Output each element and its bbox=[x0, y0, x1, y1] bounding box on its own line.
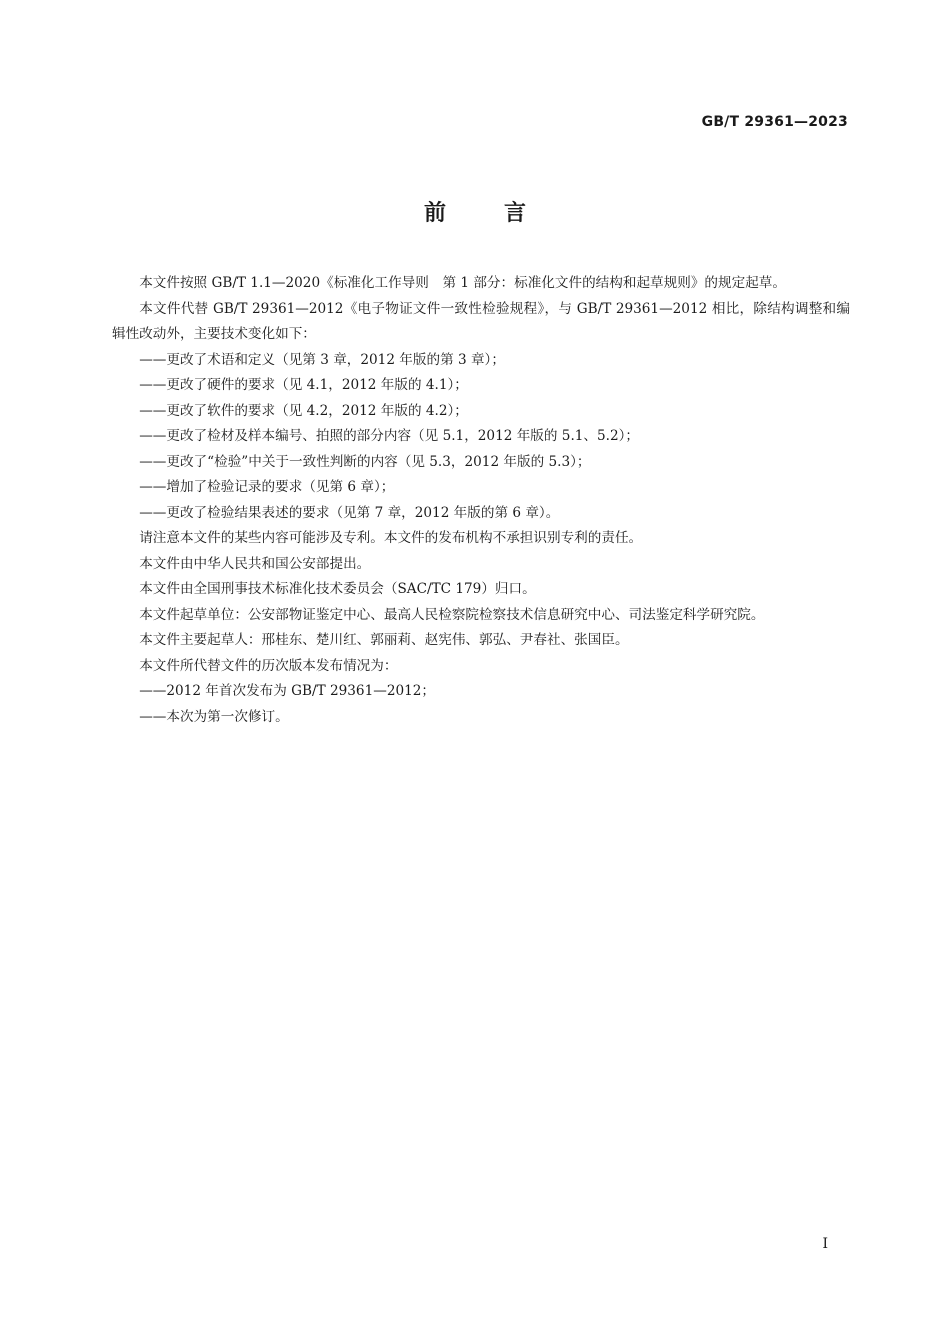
title-char-1: 前 bbox=[423, 201, 446, 226]
change-item: ——更改了“检验”中关于一致性判断的内容（见 5.3，2012 年版的 5.3）； bbox=[139, 453, 591, 470]
change-item: ——更改了检材及样本编号、拍照的部分内容（见 5.1，2012 年版的 5.1、5.2）； bbox=[139, 428, 640, 444]
standard-code: GB/T 29361—2023 bbox=[701, 114, 848, 130]
history-item: ——2012 年首次发布为 GB/T 29361—2012； bbox=[139, 683, 436, 699]
change-item: ——更改了检验结果表述的要求（见第 7 章，2012 年版的第 6 章）。 bbox=[139, 504, 560, 521]
page-number: I bbox=[822, 1236, 828, 1252]
paragraph-drafters: 本文件主要起草人：邢桂东、楚川红、郭丽莉、赵宪伟、郭弘、尹春社、张国臣。 bbox=[139, 632, 629, 648]
paragraph-drafting-rules: 本文件按照 GB/T 1.1—2020《标准化工作导则 第 1 部分：标准化文件的结构和起草规则》的规定起草。 bbox=[139, 275, 786, 291]
paragraph-replacement: 本文件代替 GB/T 29361—2012《电子物证文件一致性检验规程》，与 GB/T 29361—2012 相比，除结构调整和编辑性改动外，主要技术变化如下： bbox=[112, 300, 850, 342]
change-item: ——更改了软件的要求（见 4.2，2012 年版的 4.2）； bbox=[139, 402, 468, 419]
paragraph-proposer: 本文件由中华人民共和国公安部提出。 bbox=[139, 555, 371, 572]
paragraph-patent-notice: 请注意本文件的某些内容可能涉及专利。本文件的发布机构不承担识别专利的责任。 bbox=[139, 530, 643, 546]
history-item: ——本次为第一次修订。 bbox=[139, 708, 289, 725]
paragraph-committee: 本文件由全国刑事技术标准化技术委员会（SAC/TC 179）归口。 bbox=[139, 581, 536, 597]
paragraph-drafting-units: 本文件起草单位：公安部物证鉴定中心、最高人民检察院检察技术信息研究中心、司法鉴定科学研究院。 bbox=[139, 606, 765, 623]
paragraph-history-intro: 本文件所代替文件的历次版本发布情况为： bbox=[139, 657, 398, 674]
change-item: ——更改了术语和定义（见第 3 章，2012 年版的第 3 章）； bbox=[139, 351, 505, 368]
change-item: ——更改了硬件的要求（见 4.1，2012 年版的 4.1）； bbox=[139, 377, 468, 393]
title-char-2: 言 bbox=[504, 201, 527, 226]
page-title bbox=[0, 196, 950, 227]
change-item: ——增加了检验记录的要求（见第 6 章）； bbox=[139, 479, 395, 495]
foreword-body bbox=[112, 271, 850, 730]
